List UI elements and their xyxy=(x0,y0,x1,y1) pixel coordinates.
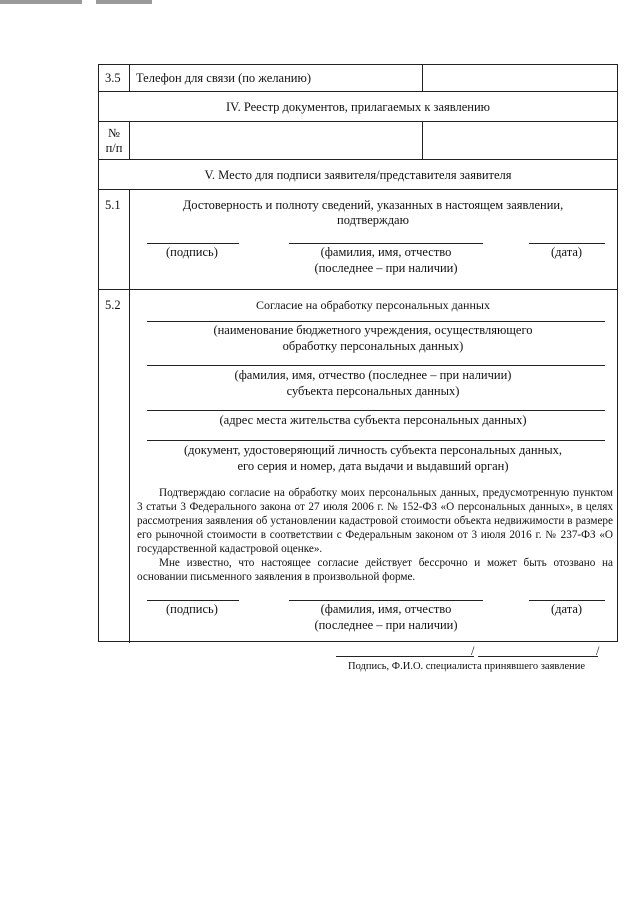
section-title: IV. Реестр документов, прилагаемых к заявлению xyxy=(226,100,490,114)
section-iv-header xyxy=(99,91,617,121)
separator-slash: / xyxy=(596,644,600,658)
subject-name-caption: субъекта персональных данных) xyxy=(286,384,460,398)
signature-caption: (подпись) xyxy=(166,245,218,259)
specialist-name-line xyxy=(478,656,598,657)
row-number: 3.5 xyxy=(105,71,121,85)
identity-document-caption: его серия и номер, дата выдачи и выдавший орган) xyxy=(237,459,509,473)
signature-caption: (подпись) xyxy=(166,602,218,616)
separator-slash: / xyxy=(471,644,475,658)
row-confirmation xyxy=(99,189,617,289)
subject-name-caption: (фамилия, имя, отчество (последнее – при наличии) xyxy=(234,368,512,382)
number-abbrev: п/п xyxy=(105,141,123,155)
address-line xyxy=(147,410,605,411)
phone-label: Телефон для связи (по желанию) xyxy=(136,71,311,85)
revocation-paragraph: Мне известно, что настоящее согласие действует бессрочно и может быть отозвано на основании письменного заявления в произвольной форме. xyxy=(137,557,613,583)
specialist-caption: Подпись, Ф.И.О. специалиста принявшего заявление xyxy=(348,661,586,672)
identity-document-caption: (документ, удостоверяющий личность субъекта персональных данных, xyxy=(183,443,563,457)
number-sign: № xyxy=(108,126,120,140)
confirmation-text: Достоверность и полноту сведений, указанных в настоящем заявлении, xyxy=(182,198,564,212)
section-title: V. Место для подписи заявителя/представителя заявителя xyxy=(204,168,512,182)
name-caption: (последнее – при наличии) xyxy=(314,261,458,275)
row-personal-data-consent xyxy=(99,289,617,643)
organization-caption: обработку персональных данных) xyxy=(282,339,464,353)
row-documents-registry xyxy=(99,121,617,159)
consent-title: Согласие на обработку персональных данных xyxy=(256,298,490,312)
column-divider xyxy=(422,122,423,159)
top-edge-mark xyxy=(96,0,152,4)
name-caption: (фамилия, имя, отчество xyxy=(320,602,452,616)
column-divider xyxy=(129,65,130,91)
date-caption: (дата) xyxy=(551,602,583,616)
name-caption: (фамилия, имя, отчество xyxy=(320,245,452,259)
column-divider xyxy=(422,65,423,91)
subject-name-line xyxy=(147,365,605,366)
identity-document-line xyxy=(147,440,605,441)
row-phone xyxy=(99,65,617,91)
organization-caption: (наименование бюджетного учреждения, осуществляющего xyxy=(213,323,533,337)
row-number: 5.1 xyxy=(105,198,121,212)
top-edge-mark xyxy=(0,0,82,4)
name-caption: (последнее – при наличии) xyxy=(314,618,458,632)
column-divider xyxy=(129,122,130,159)
row-number: 5.2 xyxy=(105,298,121,312)
address-caption: (адрес места жительства субъекта персональных данных) xyxy=(219,413,527,427)
application-form-table xyxy=(98,64,618,642)
confirmation-text: подтверждаю xyxy=(337,213,409,227)
specialist-signature-line xyxy=(336,656,474,657)
consent-paragraph: Подтверждаю согласие на обработку моих персональных данных, предусмотренную пунктом 3 статьи 3 Федерального закона от 27 июля 2006 г. № 152-ФЗ «О персональных данных», в целях рассмотрения заявления об установлении кадастровой стоимости объекта недвижимости в размере его рыночной стоимости в соответствии с Федеральным законом от 3 июля 2016 г. № 237-ФЗ «О государственной кадастровой оценке». xyxy=(137,487,613,555)
date-caption: (дата) xyxy=(551,245,583,259)
section-v-header xyxy=(99,159,617,189)
